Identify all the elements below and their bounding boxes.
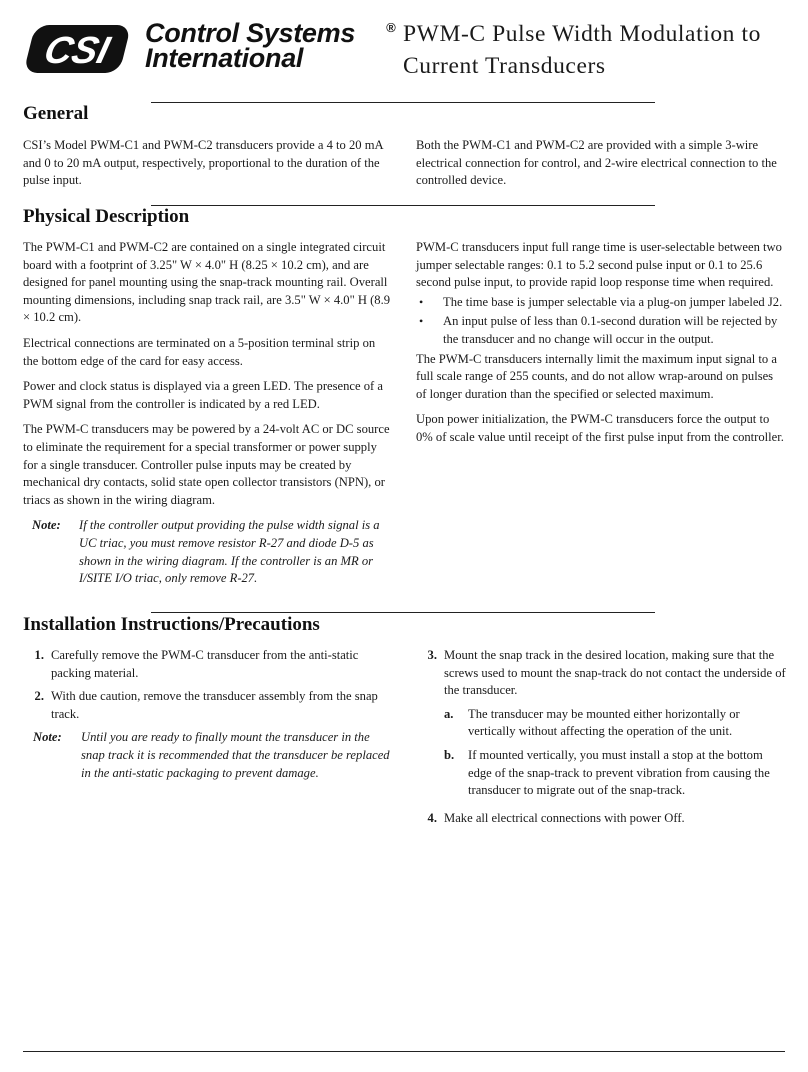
- note-text: Until you are ready to finally mount the transducer in the snap track it is recommended that the transducer be replaced in the anti-static packaging to prevent damage.: [81, 730, 390, 780]
- substep-item: [444, 706, 786, 741]
- note-label: Note:: [33, 730, 62, 745]
- note-label: Note:: [32, 518, 61, 533]
- physical-paragraph: The PWM-C transducers internally limit the maximum input signal to a full scale range of 255 counts, and do not allow wrap-around on pulses of longer duration than the specified or selected maximum.: [416, 351, 777, 401]
- document-title: [403, 18, 803, 82]
- installation-right-column: [416, 647, 786, 833]
- bullet-item: [416, 294, 786, 312]
- feature-bullet-list: [416, 294, 786, 349]
- substep-text: The transducer may be mounted either horizontally or vertically without affecting the operation of the unit.: [468, 706, 740, 739]
- installation-steps-left: [23, 647, 393, 723]
- company-name: [145, 18, 356, 73]
- section-heading-installation: Installation Instructions/Precautions: [23, 614, 320, 635]
- note-text: If the controller output providing the pulse width signal is a UC triac, you must remove resistor R-27 and diode D-5 as shown in the wiring diagram. If the controller is an MR or I/SITE I/O triac, only remove R-27.: [79, 518, 380, 586]
- step-item: [416, 810, 786, 828]
- step-number: 2.: [34, 689, 44, 704]
- step-number: 4.: [427, 810, 437, 825]
- bullet-icon: •: [419, 314, 424, 329]
- logo-letters: CSI: [39, 29, 114, 72]
- bullet-text: The time base is jumper selectable via a plug-on jumper labeled J2.: [443, 294, 783, 309]
- company-name-line2: International: [145, 43, 304, 73]
- footer-rule: [23, 1051, 785, 1052]
- section-rule-general: [151, 102, 655, 103]
- bullet-item: [416, 313, 786, 348]
- section-heading-general: General: [23, 103, 89, 124]
- physical-paragraph: Electrical connections are terminated on a 5-position terminal strip on the bottom edge of the card for easy access.: [23, 335, 376, 368]
- physical-paragraph: The PWM-C1 and PWM-C2 are contained on a single integrated circuit board with a footprint of 3.25" W × 4.0" H (8.25 × 10.2 cm), and are designed for panel mounting using the snap-track mounting rail. Overall mounting dimensions, including snap track rail, are 3.5" W × 4.0" H (8.9 × 10.2 cm).: [23, 240, 391, 325]
- packaging-note: [23, 729, 393, 782]
- general-left-column: [23, 137, 394, 198]
- step-text: Carefully remove the PWM-C transducer from the anti-static packing material.: [51, 648, 359, 680]
- substep-text: If mounted vertically, you must install a stop at the bottom edge of the snap-track to prevent vibration from causing the transducer to migrate out of the snap-track.: [468, 747, 770, 798]
- bullet-text: An input pulse of less than 0.1-second duration will be rejected by the transducer and no change will occur in the output.: [443, 314, 778, 346]
- registered-mark: ®: [386, 20, 396, 35]
- bullet-icon: •: [419, 294, 424, 309]
- section-heading-physical: Physical Description: [23, 206, 190, 227]
- physical-paragraph: PWM-C transducers input full range time is user-selectable between two jumper selectable ranges: 0.1 to 5.2 second pulse input or 0.1 to 25.6 second pulse input, to provide rapid loop response time when required.: [416, 240, 782, 290]
- step-text-body: Mount the snap track in the desired location, making sure that the screws used to mount the snap-track do not contact the underside of the transducer.: [444, 648, 786, 698]
- physical-paragraph: The PWM-C transducers may be powered by a 24-volt AC or DC source to eliminate the requirement for a special transformer or power supply for a single transducer. Controller pulse inputs may be created by mechanical dry contacts, solid state open collector transistors (NPN), or triacs as shown in the wiring diagram.: [23, 422, 390, 507]
- physical-left-column: [23, 239, 393, 594]
- company-logo: [22, 18, 394, 80]
- csi-logo-mark: [22, 22, 134, 76]
- step-number: 3.: [427, 648, 437, 662]
- physical-paragraph: Upon power initialization, the PWM-C transducers force the output to 0% of scale value until receipt of the first pulse input from the controller.: [416, 412, 784, 444]
- general-paragraph-right: Both the PWM-C1 and PWM-C2 are provided with a simple 3-wire electrical connection for control, and 2-wire electrical connection to the controlled device.: [416, 138, 777, 188]
- general-paragraph-left: CSI’s Model PWM-C1 and PWM-C2 transducers provide a 4 to 20 mA and 0 to 20 mA output, respectively, proportional to the duration of the pulse input.: [23, 138, 383, 188]
- document-title-line2: Current Transducers: [403, 53, 606, 79]
- substep-letter: a.: [444, 706, 454, 721]
- physical-paragraph: Power and clock status is displayed via a green LED. The presence of a PWM signal from the controller is indicated by a red LED.: [23, 379, 383, 411]
- step-text: Make all electrical connections with power Off.: [444, 810, 685, 825]
- substep-item: [444, 747, 786, 800]
- step-number: 1.: [34, 648, 44, 662]
- step-item: [416, 647, 786, 804]
- document-title-line1: PWM-C Pulse Width Modulation to: [403, 21, 761, 47]
- step-text: [444, 647, 786, 804]
- step-text: With due caution, remove the transducer assembly from the snap track.: [51, 689, 378, 721]
- step-item: [23, 647, 393, 682]
- general-right-column: [416, 137, 786, 198]
- section-rule-installation: [151, 612, 655, 613]
- substep-letter: b.: [444, 747, 455, 762]
- installation-left-column: [23, 647, 393, 788]
- installation-steps-right: [416, 647, 786, 827]
- section-rule-physical: [151, 205, 655, 206]
- physical-right-column: [416, 239, 786, 455]
- triac-note: [23, 517, 393, 587]
- company-name-line1: Control Systems: [145, 18, 356, 48]
- step-item: [23, 688, 393, 723]
